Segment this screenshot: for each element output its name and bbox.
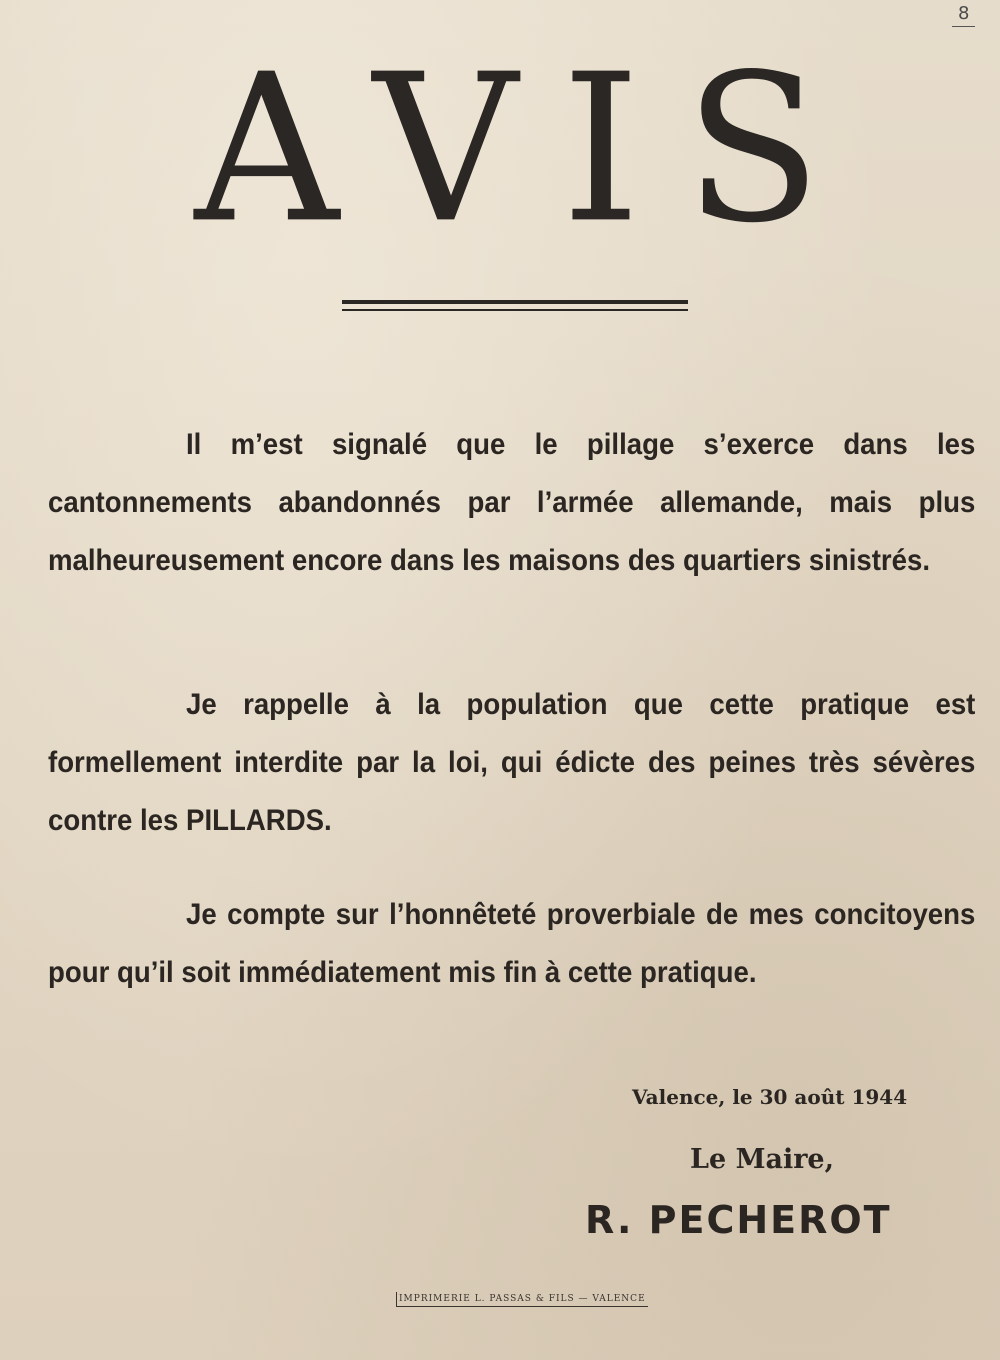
date-line: Valence, le 30 août 1944: [632, 1085, 908, 1109]
printer-imprint: IMPRIMERIE L. PASSAS & FILS — VALENCE: [396, 1292, 648, 1307]
paragraph-1-text: Il m’est signalé que le pillage s’exerce dans les cantonnements abandonnés par l’armée allemande, mais plus malheureusement encore dans les maisons des quartiers sinistrés.: [48, 428, 976, 577]
poster-title: AVIS: [194, 30, 866, 269]
paragraph-2: [48, 676, 975, 850]
paragraph-3-text: Je compte sur l’honnêteté proverbiale de mes concitoyens pour qu’il soit immédiatement mis fin à cette pratique.: [48, 898, 976, 989]
title-rule-thin: [342, 309, 688, 311]
signatory-name: R. PECHEROT: [585, 1198, 892, 1242]
signatory-title: Le Maire,: [690, 1144, 835, 1175]
paragraph-3: [48, 886, 975, 1002]
archive-number: 8: [952, 4, 975, 27]
paragraph-1: [48, 416, 975, 590]
title-rule-thick: [342, 300, 688, 304]
paragraph-2-text: Je rappelle à la population que cette pratique est formellement interdite par la loi, qui édicte des peines très sévères contre les PILLARDS.: [48, 688, 976, 837]
